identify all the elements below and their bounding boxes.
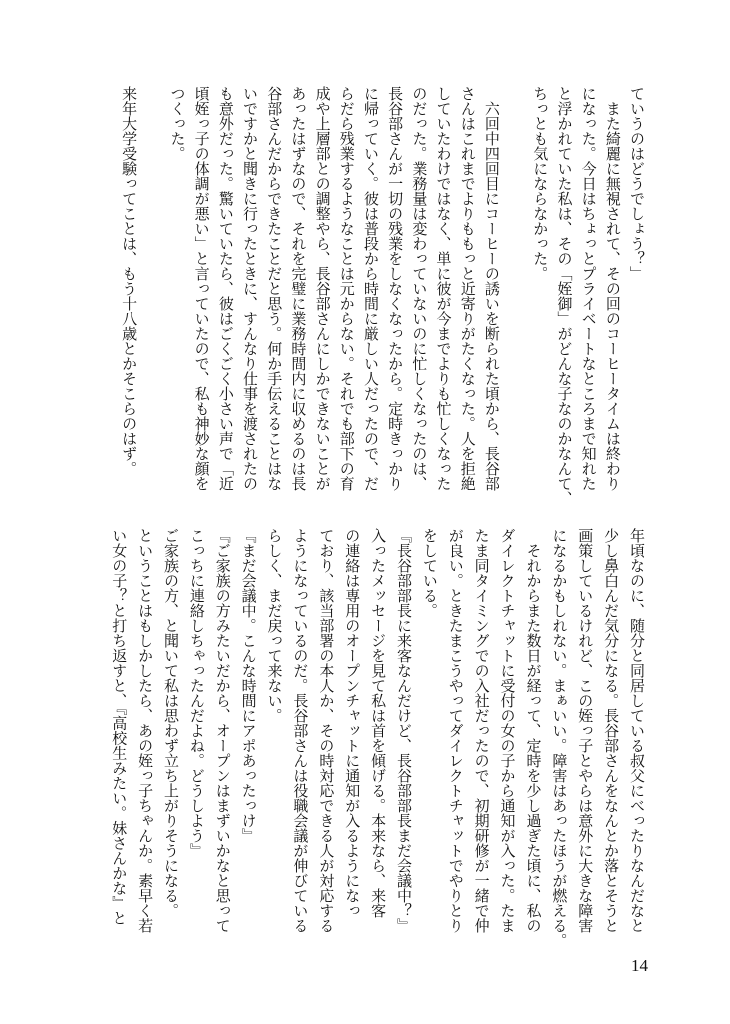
text-column: ご家族の方、と聞いて私は思わず立ち上がりそうになる。	[161, 528, 180, 918]
text-column: 来年大学受験ってことは、もう十八歳とかそこらのはず。	[120, 86, 139, 476]
text-column: のだった。業務量は変わっていないのに忙しくなったのは、	[410, 86, 429, 491]
text-column: 『長谷部部長に来客なんだけど、長谷部部長まだ会議中？』	[394, 528, 413, 933]
text-column: 成や上層部との調整やら、長谷部さんにしかできないことが	[313, 86, 332, 491]
text-column: をしている。	[420, 528, 439, 618]
text-column: ており、該当部署の本人か、その時対応できる人が対応する	[317, 528, 336, 933]
text-column: いですかと聞きに行ったときに、すんなり仕事を渡されたの	[241, 86, 259, 491]
text-column: と浮かれていた私は、その「姪御」がどんな子なのかなんて、	[555, 86, 574, 506]
text-column	[505, 86, 523, 506]
text-column: らだら残業するようなことは元からない。それでも部下の育	[337, 86, 356, 491]
text-column: 『ご家族の方みたいだから、オープンはまずいかなと思って	[213, 528, 232, 933]
text-column: 少し鼻白んだ気分になる。長谷部さんをなんとか落とそうと	[602, 528, 621, 933]
text-column: たま同タイミングでの入社だったので、初期研修が一緒で仲	[472, 528, 491, 933]
text-column: らしく、まだ戻って来ない。	[265, 528, 284, 723]
upper-text-block	[118, 86, 644, 506]
text-column: していたわけではなく、単に彼が今までよりも忙しくなった	[434, 86, 453, 491]
text-column: ちっとも気にならなかった。	[531, 86, 550, 281]
text-column: の連絡は専用のオープンチャットに通知が入るようになっ	[343, 528, 362, 918]
text-column: になった。今日はちょっとプライベートなところまで知れた	[579, 86, 598, 491]
text-column: ダイレクトチャットに受付の女の子から通知が入った。たま	[498, 528, 517, 933]
text-column: 画策しているけれど、この姪っ子とやらは意外に大きな障害	[576, 528, 595, 933]
text-column: 六回中四回目にコーヒーの誘いを断られた頃から、長谷部	[482, 86, 501, 491]
text-column: 入ったメッセージを見て私は首を傾げる。本来なら、来客	[369, 528, 388, 918]
text-column: また綺麗に無視されて、その回のコーヒータイムは終わり	[603, 86, 622, 491]
text-column: になるかもしれない。まぁいい。障害はあったほうが燃える。	[550, 528, 569, 948]
text-column: それからまた数日が経って、定時を少し過ぎた頃に、私の	[524, 528, 543, 933]
text-column: 年頃なのに、随分と同居している叔父にべったりなんだなと	[628, 528, 646, 933]
page-number: 14	[631, 956, 648, 975]
text-column: あったはずなので、それを完璧に業務時間内に収めるのは長	[289, 86, 308, 491]
text-column: さんはこれまでよりももっと近寄りがたくなった。人を拒絶	[458, 86, 477, 491]
text-column: も意外だった。驚いていたら、彼はごくごく小さい声で「近	[216, 86, 235, 491]
text-column: ということはもしかしたら、あの姪っ子ちゃんか。素早く若	[136, 528, 155, 933]
lower-text-block	[108, 528, 644, 948]
text-column: 『まだ会議中。こんな時間にアポあったっけ』	[239, 528, 258, 843]
text-column: 谷部さんだからできたことだと思う。何か手伝えることはな	[265, 86, 284, 491]
text-column: 頃姪っ子の体調が悪い」と言っていたので、私も神妙な顔を	[192, 86, 211, 491]
text-column: つくった。	[168, 86, 187, 161]
text-column: 長谷部さんが一切の残業をしなくなったから。定時きっかり	[386, 86, 405, 491]
text-column	[142, 86, 160, 506]
text-column: ていうのはどうでしょう？」	[628, 86, 646, 281]
text-column: ようになっているのだ。長谷部さんは役職会議が伸びている	[291, 528, 310, 933]
text-column: に帰っていく。彼は普段から時間に厳しい人だったので、だ	[361, 86, 380, 491]
text-column: こっちに連絡しちゃったんだよね。どうしよう』	[187, 528, 206, 858]
text-column: い女の子？と打ち返すと、『高校生みたい。妹さんかな』と	[110, 528, 129, 926]
text-column: が良い。ときたまこうやってダイレクトチャットでやりとり	[446, 528, 465, 933]
